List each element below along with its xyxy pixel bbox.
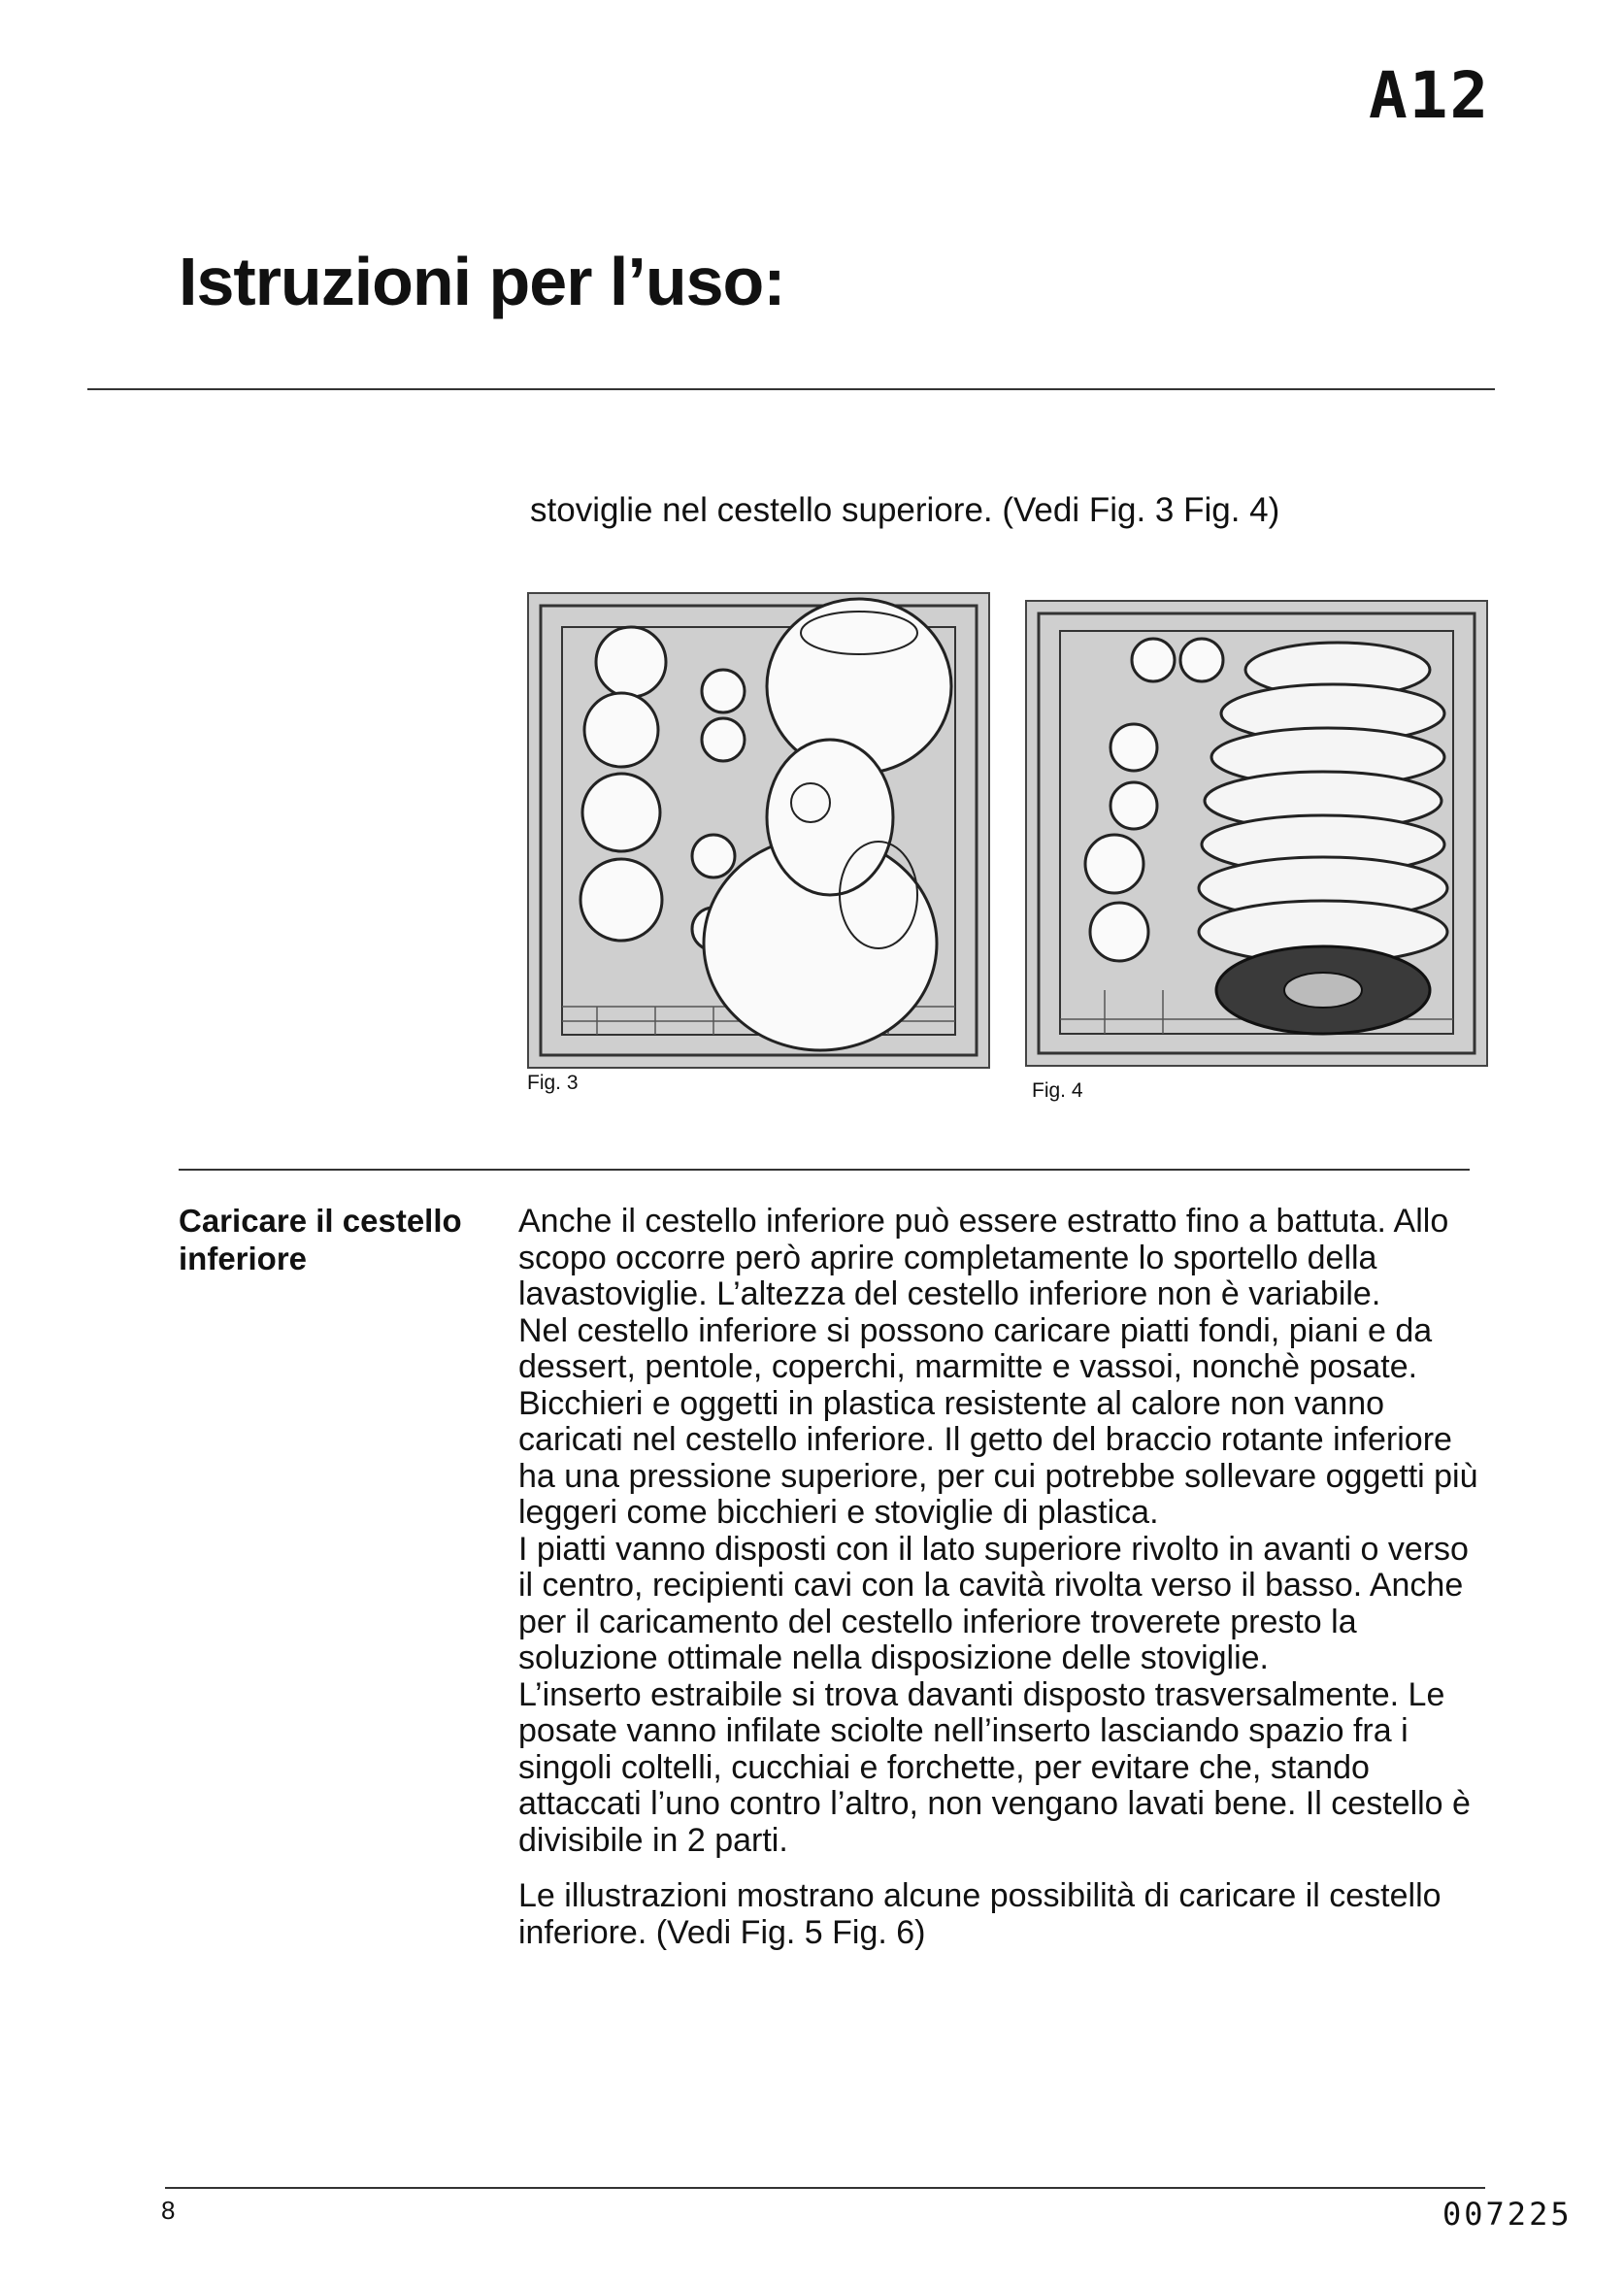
figure-3-caption: Fig. 3 <box>527 1072 579 1094</box>
figure-4-caption: Fig. 4 <box>1032 1079 1083 1102</box>
paragraph: Le illustrazioni mostrano alcune possibilità di caricare il cestello inferiore. (Vedi Fig. 5 Fig. 6) <box>518 1877 1442 1951</box>
divider-bottom <box>165 2187 1485 2189</box>
figure-4-image <box>1025 600 1488 1067</box>
intro-text: stoviglie nel cestello superiore. (Vedi Fig. 3 Fig. 4) <box>530 491 1280 529</box>
dish-rack-illustration-icon <box>1027 602 1486 1065</box>
dish-rack-illustration-icon <box>529 594 988 1067</box>
figure-3-image <box>527 592 990 1069</box>
page-title: Istruzioni per l’uso: <box>179 244 785 319</box>
divider-top <box>87 388 1495 390</box>
paragraph: Nel cestello inferiore si possono caricare piatti fondi, piani e da dessert, pentole, coperchi, marmitte e vassoi, nonchè posate. Bicchieri e oggetti in plastica resistente al calore non vanno caricati nel cestello inferiore. Il getto del braccio rotante inferiore ha una pressione superiore, per cui potrebbe sollevare oggetti più leggeri come bicchieri e stoviglie di plastica. <box>518 1311 1478 1531</box>
paragraph: L’inserto estraibile si trova davanti disposto trasversalmente. Le posate vanno infilate sciolte nell’inserto lasciando spazio fra i singoli coltelli, cucchiai e forchette, per evitare che, stando attaccati l’uno contro l’altro, non vengano lavati bene. Il cestello è divisibile in 2 parti. <box>518 1675 1471 1859</box>
document-code: A12 <box>1369 58 1491 133</box>
document-number: 007225 <box>1442 2196 1573 2233</box>
page-number: 8 <box>161 2196 176 2225</box>
section-body <box>518 1204 1479 1951</box>
divider-middle <box>179 1169 1470 1171</box>
paragraph: I piatti vanno disposti con il lato superiore rivolto in avanti o verso il centro, recipienti cavi con la cavità rivolta verso il basso. Anche per il caricamento del cestello inferiore troverete presto la soluzione ottimale nella disposizione delle stoviglie. <box>518 1530 1469 1676</box>
paragraph: Anche il cestello inferiore può essere estratto fino a battuta. Allo scopo occorre però aprire completamente lo sportello della lavastoviglie. L’altezza del cestello inferiore non è variabile. <box>518 1203 1449 1312</box>
section-heading: Caricare il cestello inferiore <box>179 1203 462 1276</box>
